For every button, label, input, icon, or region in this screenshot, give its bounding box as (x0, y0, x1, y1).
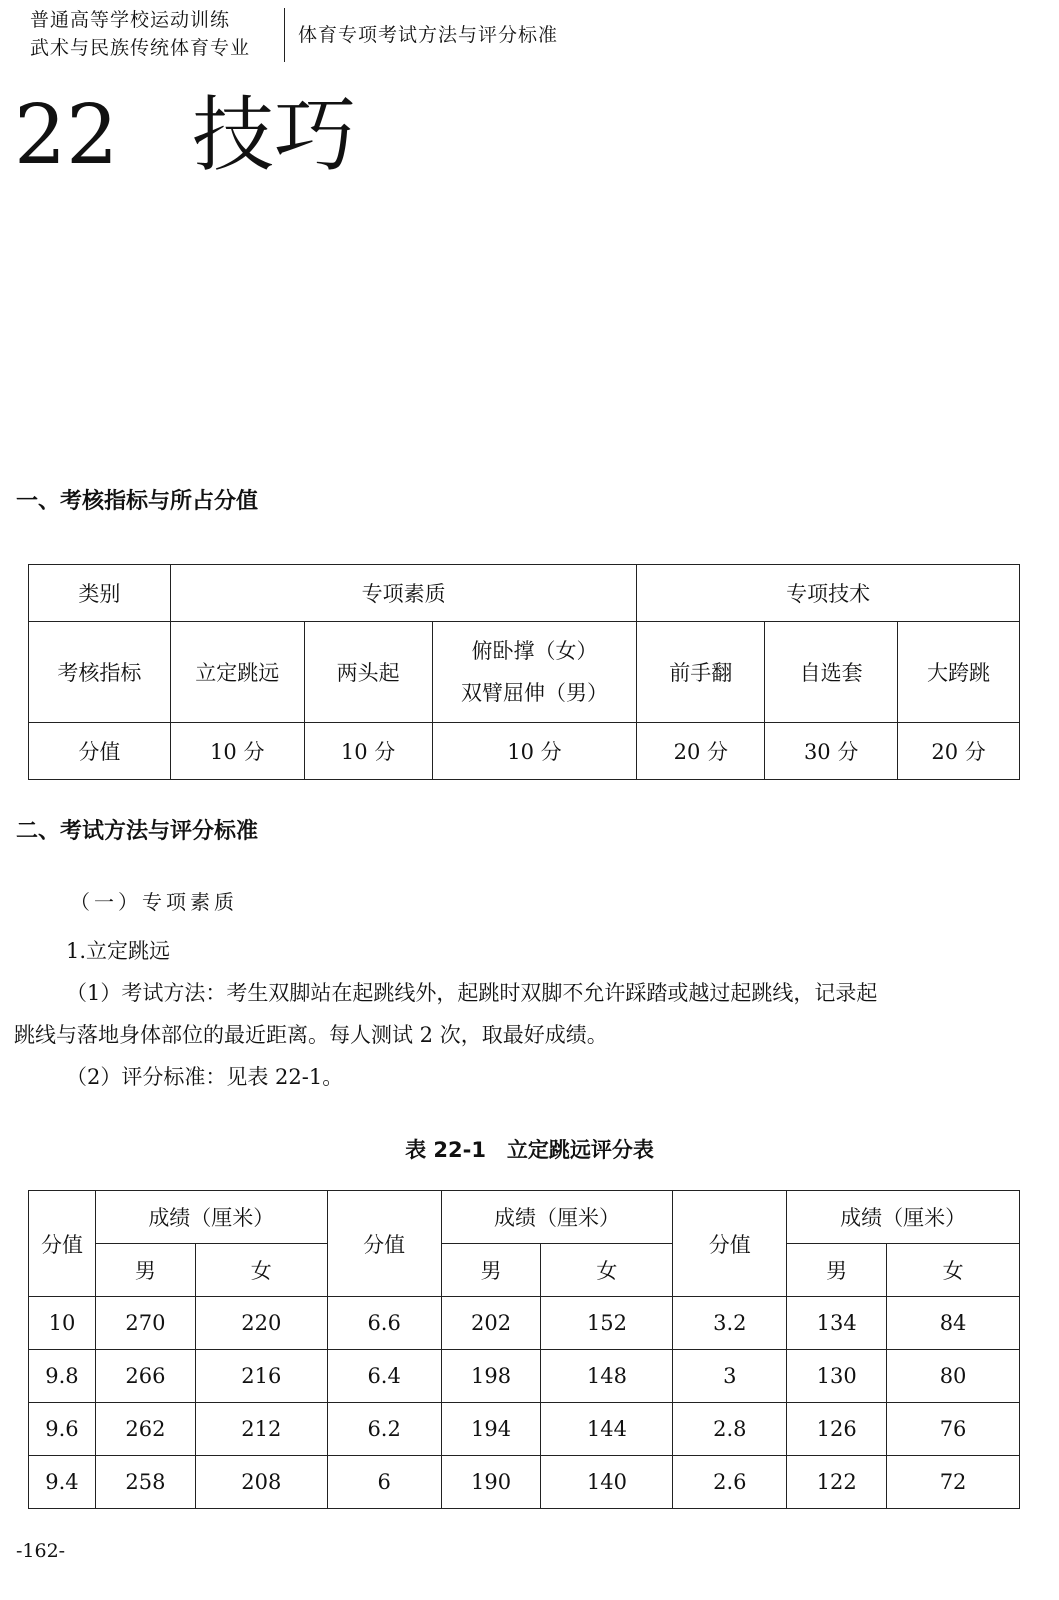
table-cell: 194 (441, 1403, 541, 1456)
table-cell (432, 622, 637, 723)
table-header-cell: 男 (787, 1244, 887, 1297)
paragraph-line: （2）评分标准：见表 22-1。 (66, 1065, 344, 1089)
table-header-cell: 成绩（厘米） (95, 1191, 327, 1244)
table-cell: 258 (95, 1456, 195, 1509)
table-cell: 10 分 (170, 723, 304, 780)
table-cell: 6.6 (327, 1297, 441, 1350)
table-cell: 分值 (29, 723, 171, 780)
table-header-cell: 女 (195, 1244, 327, 1297)
table-cell: 134 (787, 1297, 887, 1350)
cell-line: 双臂屈伸（男） (460, 681, 608, 705)
chapter-heading (14, 86, 356, 186)
table-cell: 考核指标 (29, 622, 171, 723)
table-cell: 3 (673, 1350, 787, 1403)
table-cell: 72 (887, 1456, 1020, 1509)
header-divider (284, 8, 285, 62)
table-header-cell: 成绩（厘米） (787, 1191, 1020, 1244)
table-row (29, 1350, 1020, 1403)
table-cell: 130 (787, 1350, 887, 1403)
cell-line: 俯卧撑（女） (471, 639, 598, 663)
table-cell: 20 分 (898, 723, 1020, 780)
table-cell: 类别 (29, 565, 171, 622)
table-cell: 270 (95, 1297, 195, 1350)
table-cell: 6.2 (327, 1403, 441, 1456)
table-row (29, 622, 1020, 723)
table-cell: 76 (887, 1403, 1020, 1456)
header-left-line2: 武术与民族传统体育专业 (30, 37, 251, 59)
table-cell: 220 (195, 1297, 327, 1350)
table-caption: 表 22-1 立定跳远评分表 (405, 1138, 654, 1162)
table-cell: 20 分 (637, 723, 765, 780)
table-row (29, 565, 1020, 622)
table-row (29, 1456, 1020, 1509)
table-cell: 6 (327, 1456, 441, 1509)
table-cell: 10 (29, 1297, 96, 1350)
table-cell: 208 (195, 1456, 327, 1509)
paragraph-line: （1）考试方法：考生双脚站在起跳线外，起跳时双脚不允许踩踏或越过起跳线，记录起 (66, 981, 878, 1005)
header-right: 体育专项考试方法与评分标准 (298, 24, 559, 46)
table-cell: 9.4 (29, 1456, 96, 1509)
table-header-cell: 分值 (29, 1191, 96, 1297)
table-cell: 122 (787, 1456, 887, 1509)
chapter-title: 技巧 (192, 88, 357, 183)
table-cell: 212 (195, 1403, 327, 1456)
table-header-cell: 分值 (673, 1191, 787, 1297)
table-row (29, 1244, 1020, 1297)
paragraph-line: 跳线与落地身体部位的最近距离。每人测试 2 次，取最好成绩。 (14, 1023, 608, 1047)
header-left (30, 6, 282, 62)
table-cell: 大跨跳 (898, 622, 1020, 723)
item-title: 1.立定跳远 (66, 939, 171, 963)
table-cell: 126 (787, 1403, 887, 1456)
table-cell: 2.8 (673, 1403, 787, 1456)
table-cell: 148 (541, 1350, 673, 1403)
table-cell: 专项素质 (170, 565, 637, 622)
table-cell: 前手翻 (637, 622, 765, 723)
table-cell: 10 分 (432, 723, 637, 780)
table-cell: 2.6 (673, 1456, 787, 1509)
table-cell: 198 (441, 1350, 541, 1403)
table-row (29, 1403, 1020, 1456)
chapter-number: 22 (14, 88, 119, 183)
table-header-cell: 成绩（厘米） (441, 1191, 673, 1244)
table-cell: 6.4 (327, 1350, 441, 1403)
table-cell: 80 (887, 1350, 1020, 1403)
scoring-table (28, 1190, 1020, 1509)
section-title-2: 二、考试方法与评分标准 (16, 819, 259, 844)
subsection-title: （一）专项素质 (70, 890, 238, 914)
table-cell: 3.2 (673, 1297, 787, 1350)
table-cell: 266 (95, 1350, 195, 1403)
table-cell: 144 (541, 1403, 673, 1456)
table-cell: 10 分 (304, 723, 432, 780)
table-cell: 140 (541, 1456, 673, 1509)
table-cell: 190 (441, 1456, 541, 1509)
table-cell: 自选套 (765, 622, 898, 723)
table-cell: 216 (195, 1350, 327, 1403)
table-cell: 立定跳远 (170, 622, 304, 723)
table-header-cell: 分值 (327, 1191, 441, 1297)
assessment-table (28, 564, 1020, 780)
header-left-line1: 普通高等学校运动训练 (30, 9, 231, 31)
table-row (29, 723, 1020, 780)
table-header-cell: 男 (441, 1244, 541, 1297)
table-cell: 9.8 (29, 1350, 96, 1403)
table-header-cell: 男 (95, 1244, 195, 1297)
page-number: -162- (16, 1540, 66, 1562)
table-cell: 202 (441, 1297, 541, 1350)
table-cell: 9.6 (29, 1403, 96, 1456)
table-cell: 84 (887, 1297, 1020, 1350)
table-header-cell: 女 (541, 1244, 673, 1297)
table-cell: 152 (541, 1297, 673, 1350)
table-cell: 262 (95, 1403, 195, 1456)
table-row (29, 1297, 1020, 1350)
table-cell: 30 分 (765, 723, 898, 780)
table-cell: 专项技术 (637, 565, 1020, 622)
section-title-1: 一、考核指标与所占分值 (16, 489, 259, 514)
table-cell: 两头起 (304, 622, 432, 723)
table-header-cell: 女 (887, 1244, 1020, 1297)
table-row (29, 1191, 1020, 1244)
